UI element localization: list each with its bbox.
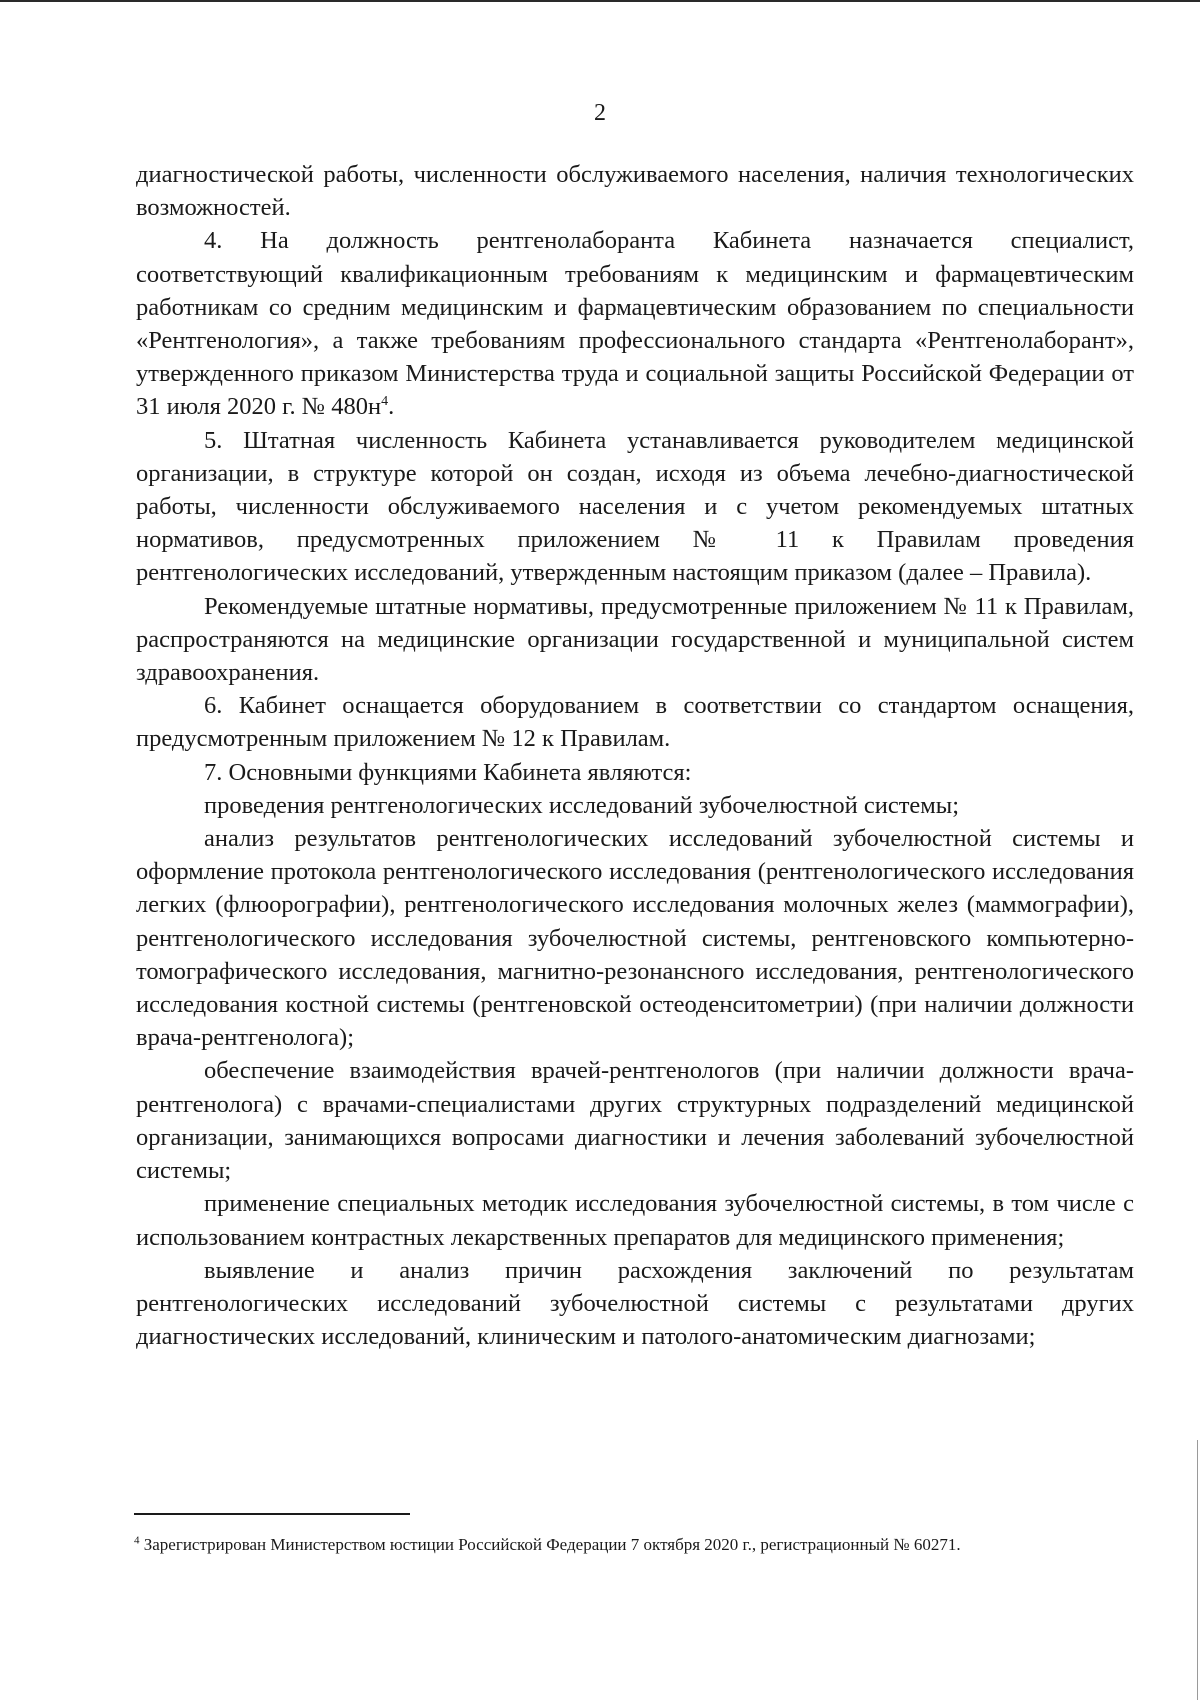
paragraph-staffing-norms: Рекомендуемые штатные нормативы, предусмотренные приложением № 11 к Правилам, распространяются на медицинские организации государственной и муниципальной систем здравоохранения. <box>136 592 1134 687</box>
paragraph-item-5: 5. Штатная численность Кабинета устанавливается руководителем медицинской организации, в структуре которой он создан, исходя из объема лечебно-диагностической работы, численности обслуживаемого населения и с учетом рекомендуемых штатных нормативов, предусмотренных приложением № 11 к Правилам проведения рентгенологических исследований, утвержденным настоящим приказом (далее – Правила). <box>136 426 1134 587</box>
function-item: выявление и анализ причин расхождения заключений по результатам рентгенологических исследований зубочелюстной системы с результатами других диагностических исследований, клиническим и патолого-анатомическим диагнозами; <box>136 1256 1134 1351</box>
footnote <box>134 1534 1134 1556</box>
paragraph-item-6: 6. Кабинет оснащается оборудованием в соответствии со стандартом оснащения, предусмотренным приложением № 12 к Правилам. <box>136 692 1134 753</box>
function-item: проведения рентгенологических исследований зубочелюстной системы; <box>204 791 960 819</box>
scan-side-edge <box>1197 1440 1198 1700</box>
paragraph-continuation: диагностической работы, численности обслуживаемого населения, наличия технологических возможностей. <box>136 161 1134 222</box>
page-number: 2 <box>594 100 606 126</box>
paragraph-text: 4. На должность рентгенолаборанта Кабинета назначается специалист, соответствующий квалификационным требованиям к медицинским и фармацевтическим работникам со средним медицинским и фармацевтическим образованием по специальности «Рентгенология», а также требованиям профессионального стандарта «Рентгенолаборант», утвержденного приказом Министерства труда и социальной защиты Российской Федерации от 31 июля 2020 г. № 480н <box>136 227 1134 421</box>
footnote-number: 4 <box>134 1534 140 1547</box>
function-item: обеспечение взаимодействия врачей-рентгенологов (при наличии должности врача-рентгенолога) с врачами-специалистами других структурных подразделений медицинской организации, занимающихся вопросами диагностики и лечения заболеваний зубочелюстной системы; <box>136 1057 1134 1185</box>
paragraph-item-7: 7. Основными функциями Кабинета являются: <box>204 758 692 786</box>
footnote-ref[interactable]: 4 <box>381 394 389 410</box>
page-top-edge <box>0 0 1200 2</box>
function-item: анализ результатов рентгенологических исследований зубочелюстной системы и оформление протокола рентгенологического исследования (рентгенологического исследования легких (флюорографии), рентгенологического исследования молочных желез (маммографии), рентгенологического исследования зубочелюстной системы, рентгеновского компьютерно-томографического исследования, магнитно-резонансного исследования, рентгенологического исследования костной системы (рентгеновской остеоденситометрии) (при наличии должности врача-рентгенолога); <box>136 825 1134 1052</box>
paragraph-item-4 <box>136 224 1134 423</box>
document-body <box>136 158 1134 1353</box>
paragraph-tail: . <box>388 393 395 421</box>
footnote-text: Зарегистрирован Министерством юстиции Российской Федерации 7 октября 2020 г., регистрационный № 60271. <box>143 1535 961 1554</box>
footnote-divider <box>134 1513 410 1515</box>
function-item: применение специальных методик исследования зубочелюстной системы, в том числе с использованием контрастных лекарственных препаратов для медицинского применения; <box>136 1190 1134 1251</box>
